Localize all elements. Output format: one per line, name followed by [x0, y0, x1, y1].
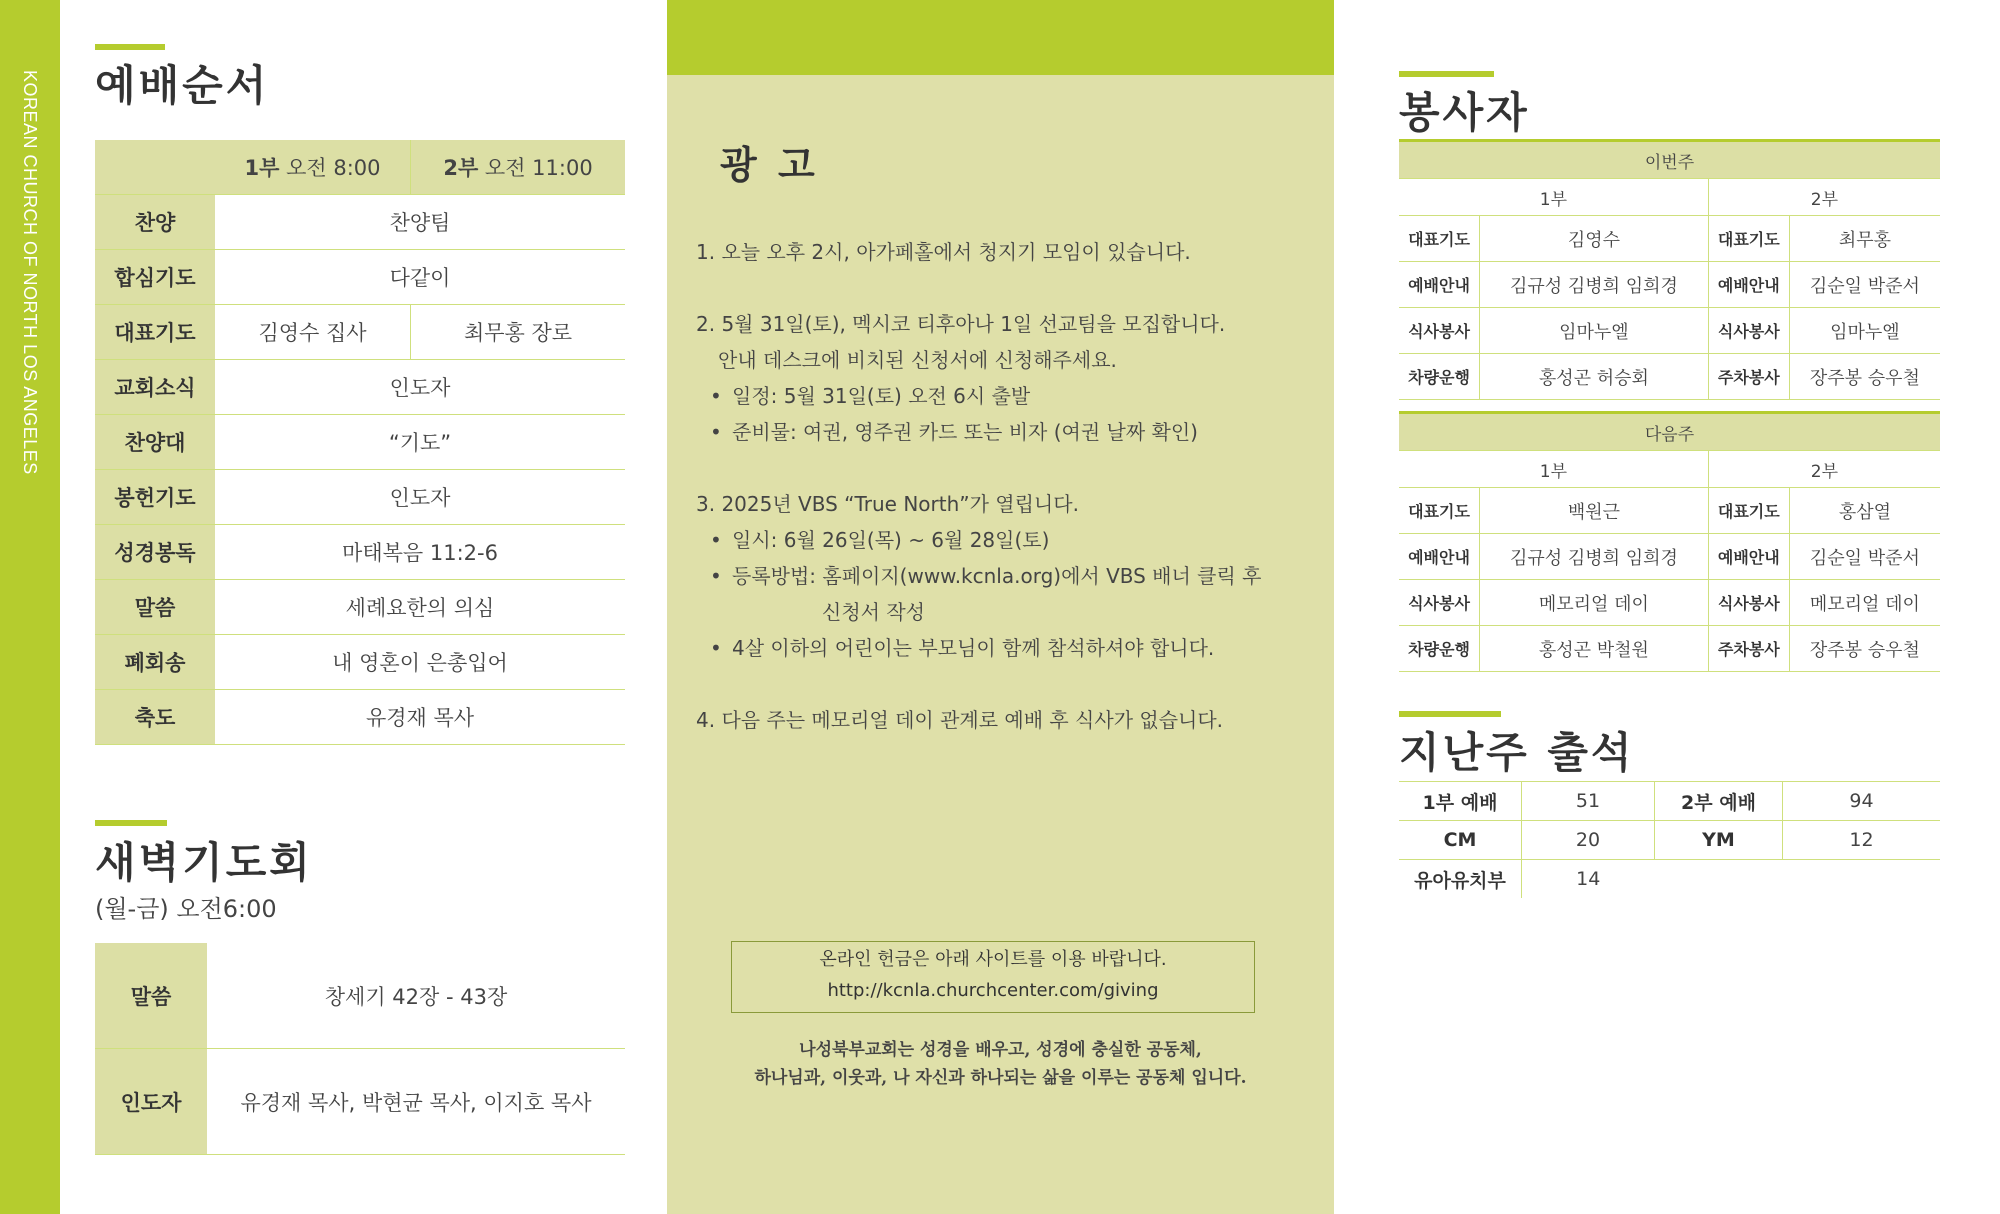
motto-line: 하나님과, 이웃과, 나 자신과 하나되는 삶을 이루는 공동체 입니다. [754, 1068, 1247, 1088]
volunteer-row [1399, 580, 1940, 626]
duty-label: 식사봉사 [1399, 580, 1480, 626]
duty-value: 김규성 김병희 임희경 [1480, 534, 1709, 580]
order-row-value: 다같이 [215, 250, 625, 305]
attendance-empty [1783, 860, 1941, 899]
order-row-value: 내 영혼이 은총입어 [215, 635, 625, 690]
order-row [95, 470, 625, 525]
duty-value: 임마누엘 [1480, 308, 1709, 354]
week-label: 다음주 [1399, 413, 1940, 451]
duty-value: 메모리얼 데이 [1480, 580, 1709, 626]
announcement-item: 3. 2025년 VBS “True North”가 열립니다. [696, 492, 1079, 516]
order-title: 예배순서 [95, 61, 270, 110]
order-row-value: 마태복음 11:2-6 [215, 525, 625, 580]
duty-value: 김영수 [1480, 216, 1709, 262]
order-row-label: 축도 [95, 690, 215, 745]
part1-label: 1부 [1399, 451, 1708, 488]
order-row-value: 인도자 [215, 360, 625, 415]
order-row-value: “기도” [215, 415, 625, 470]
order-header-row [95, 140, 625, 195]
attendance-label: 1부 예배 [1399, 782, 1522, 821]
dawn-title: 새벽기도회 [95, 838, 313, 887]
order-row-value: 유경재 목사 [215, 690, 625, 745]
attendance-label: CM [1399, 821, 1522, 860]
duty-value: 홍삼열 [1789, 488, 1940, 534]
online-offering-link[interactable]: http://kcnla.churchcenter.com/giving [827, 980, 1159, 1001]
attendance-value: 20 [1522, 821, 1655, 860]
order-row-label: 대표기도 [95, 305, 215, 360]
motto-line: 나성북부교회는 성경을 배우고, 성경에 충실한 공동체, [799, 1040, 1202, 1060]
attendance-label: 유아유치부 [1399, 860, 1522, 899]
duty-label: 대표기도 [1399, 216, 1480, 262]
duty-label: 예배안내 [1708, 262, 1789, 308]
order-row-label: 폐회송 [95, 635, 215, 690]
worship-order-table [95, 140, 625, 745]
duty-value: 김순일 박준서 [1789, 534, 1940, 580]
volunteer-row [1399, 216, 1940, 262]
duty-label: 식사봉사 [1708, 580, 1789, 626]
duty-value: 장주봉 승우철 [1789, 626, 1940, 672]
order-row [95, 525, 625, 580]
announcement-title: 광 고 [720, 142, 819, 187]
order-row-label: 성경봉독 [95, 525, 215, 580]
attendance-label: YM [1655, 821, 1783, 860]
volunteer-title: 봉사자 [1399, 88, 1530, 137]
order-row-label: 찬양 [95, 195, 215, 250]
attendance-row [1399, 782, 1940, 821]
duty-value: 백원근 [1480, 488, 1709, 534]
attendance-title-accent [1399, 711, 1501, 717]
announcement-item: 4. 다음 주는 메모리얼 데이 관계로 예배 후 식사가 없습니다. [696, 708, 1224, 732]
duty-value: 메모리얼 데이 [1789, 580, 1940, 626]
volunteer-row [1399, 308, 1940, 354]
duty-label: 대표기도 [1708, 488, 1789, 534]
week-header-row [1399, 413, 1940, 451]
online-offering-text: 온라인 헌금은 아래 사이트를 이용 바랍니다. [819, 949, 1167, 970]
dawn-row-label: 인도자 [95, 1049, 207, 1155]
order-header-part1: 1부 오전 8:00 [215, 140, 411, 195]
duty-value: 김규성 김병희 임희경 [1480, 262, 1709, 308]
volunteer-row [1399, 626, 1940, 672]
dawn-row-value: 유경재 목사, 박현균 목사, 이지호 목사 [207, 1049, 625, 1155]
order-row [95, 580, 625, 635]
announcement-list [696, 234, 1316, 738]
announcement-item-line: 안내 데스크에 비치된 신청서에 신청해주세요. [718, 348, 1117, 372]
announcement-bullet-continuation: 신청서 작성 [822, 600, 925, 624]
attendance-empty [1655, 860, 1783, 899]
volunteer-table-next-week [1399, 411, 1940, 672]
volunteer-row [1399, 262, 1940, 308]
announcement-bullet: • 일정: 5월 31일(토) 오전 6시 출발 [696, 378, 1316, 414]
volunteer-row [1399, 534, 1940, 580]
duty-label: 예배안내 [1399, 262, 1480, 308]
attendance-value: 51 [1522, 782, 1655, 821]
attendance-row [1399, 860, 1940, 899]
part1-label: 1부 [1399, 179, 1708, 216]
announcement-bullet: • 등록방법: 홈페이지(www.kcnla.org)에서 VBS 배너 클릭 후 [696, 558, 1316, 594]
order-row-label: 합심기도 [95, 250, 215, 305]
attendance-title: 지난주 출석 [1399, 728, 1635, 777]
dawn-title-accent [95, 820, 167, 826]
announcement-bullet: • 일시: 6월 26일(목) ~ 6월 28일(토) [696, 522, 1316, 558]
duty-label: 차량운행 [1399, 626, 1480, 672]
attendance-value: 12 [1783, 821, 1941, 860]
duty-value: 장주봉 승우철 [1789, 354, 1940, 400]
volunteer-table-this-week [1399, 139, 1940, 400]
attendance-table [1399, 781, 1940, 898]
order-row [95, 250, 625, 305]
dawn-row [95, 1049, 625, 1155]
volunteer-title-accent [1399, 71, 1494, 77]
order-header-part2: 2부 오전 11:00 [411, 140, 625, 195]
part2-label: 2부 [1708, 179, 1940, 216]
duty-label: 예배안내 [1708, 534, 1789, 580]
order-row-label: 봉헌기도 [95, 470, 215, 525]
duty-label: 주차봉사 [1708, 626, 1789, 672]
order-header-empty [95, 140, 215, 195]
order-title-accent [95, 44, 165, 50]
announcement-top-band [667, 0, 1334, 75]
dawn-prayer-table [95, 943, 625, 1155]
dawn-row-label: 말씀 [95, 943, 207, 1049]
part2-label: 2부 [1708, 451, 1940, 488]
order-row-value-part1: 김영수 집사 [215, 305, 411, 360]
announcement-item: 2. 5월 31일(토), 멕시코 티후아나 1일 선교팀을 모집합니다. [696, 312, 1226, 336]
attendance-row [1399, 821, 1940, 860]
announcement-bullet: • 준비물: 여권, 영주권 카드 또는 비자 (여권 날짜 확인) [696, 414, 1316, 450]
attendance-value: 14 [1522, 860, 1655, 899]
duty-label: 예배안내 [1399, 534, 1480, 580]
order-row-value: 인도자 [215, 470, 625, 525]
part-header-row [1399, 179, 1940, 216]
duty-value: 임마누엘 [1789, 308, 1940, 354]
volunteer-row [1399, 354, 1940, 400]
church-motto [667, 1036, 1334, 1092]
part-header-row [1399, 451, 1940, 488]
church-name-vertical: KOREAN CHURCH OF NORTH LOS ANGELES [20, 70, 40, 475]
week-label: 이번주 [1399, 141, 1940, 179]
order-row-label: 찬양대 [95, 415, 215, 470]
announcement-bullet: • 4살 이하의 어린이는 부모님이 함께 참석하셔야 합니다. [696, 630, 1316, 666]
duty-label: 식사봉사 [1708, 308, 1789, 354]
order-row [95, 690, 625, 745]
order-row [95, 305, 625, 360]
duty-value: 홍성곤 허승회 [1480, 354, 1709, 400]
week-header-row [1399, 141, 1940, 179]
announcement-item: 1. 오늘 오후 2시, 아가페홀에서 청지기 모임이 있습니다. [696, 240, 1191, 264]
attendance-value: 94 [1783, 782, 1941, 821]
duty-label: 대표기도 [1708, 216, 1789, 262]
online-offering-box [731, 941, 1255, 1013]
order-row [95, 415, 625, 470]
volunteer-row [1399, 488, 1940, 534]
order-row-value: 세례요한의 의심 [215, 580, 625, 635]
order-row-value-part2: 최무홍 장로 [411, 305, 625, 360]
dawn-time: (월-금) 오전6:00 [95, 895, 277, 923]
duty-label: 식사봉사 [1399, 308, 1480, 354]
order-row-label: 말씀 [95, 580, 215, 635]
duty-label: 차량운행 [1399, 354, 1480, 400]
duty-label: 대표기도 [1399, 488, 1480, 534]
duty-value: 김순일 박준서 [1789, 262, 1940, 308]
order-row [95, 195, 625, 250]
attendance-label: 2부 예배 [1655, 782, 1783, 821]
order-row-label: 교회소식 [95, 360, 215, 415]
order-row [95, 635, 625, 690]
duty-label: 주차봉사 [1708, 354, 1789, 400]
dawn-row-value: 창세기 42장 - 43장 [207, 943, 625, 1049]
order-row [95, 360, 625, 415]
order-row-value: 찬양팀 [215, 195, 625, 250]
duty-value: 최무홍 [1789, 216, 1940, 262]
duty-value: 홍성곤 박철원 [1480, 626, 1709, 672]
dawn-row [95, 943, 625, 1049]
